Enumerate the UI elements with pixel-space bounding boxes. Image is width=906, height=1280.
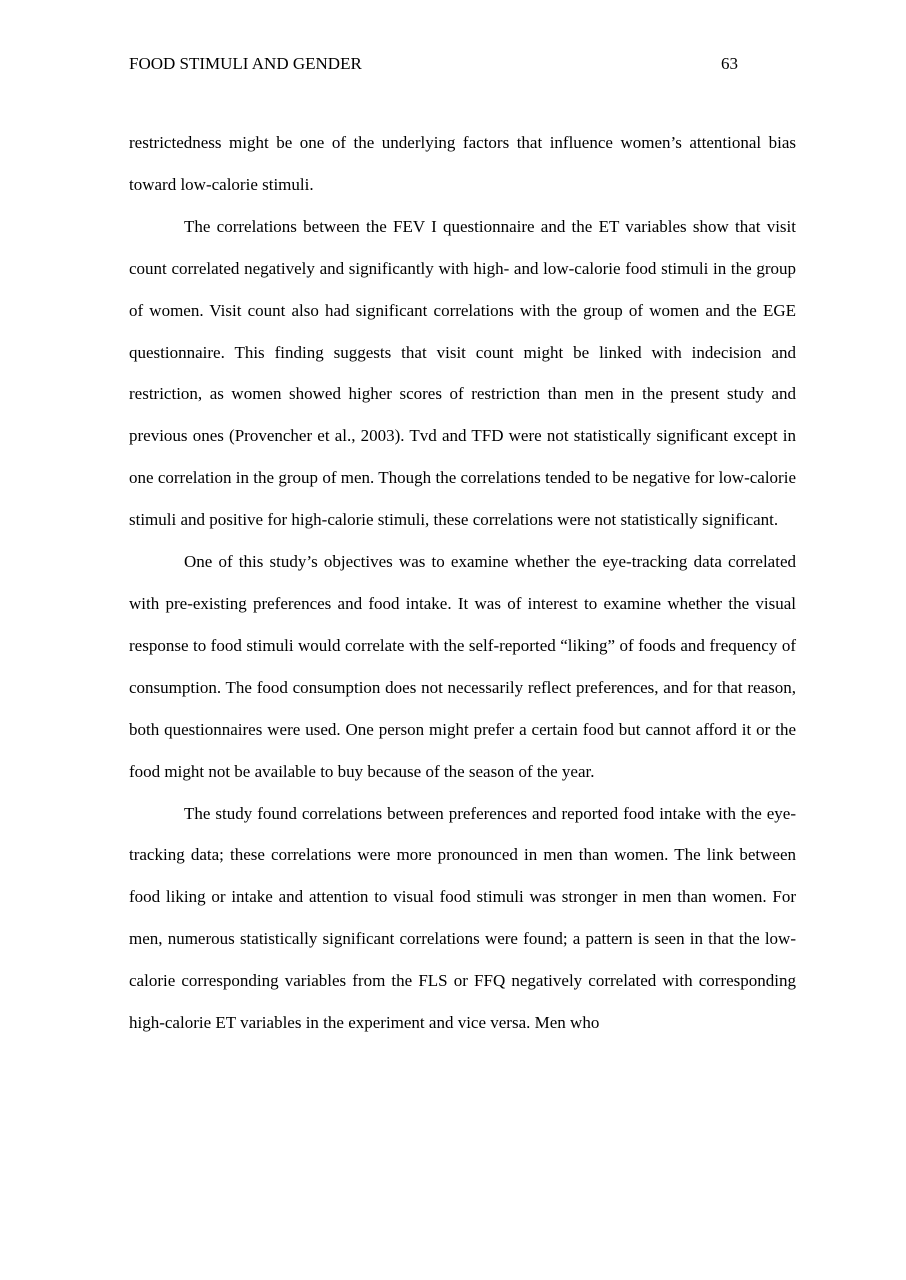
- page-number: 63: [721, 54, 738, 73]
- paragraph-fev-correlations: The correlations between the FEV I questionnaire and the ET variables show that visit count correlated negatively and significantly with high- and low-calorie food stimuli in the group of women. Visit count also had significant correlations with the group of women and the EGE questionnaire. This finding suggests that visit count might be linked with indecision and restriction, as women showed higher scores of restriction than men in the present study and previous ones (Provencher et al., 2003). Tvd and TFD were not statistically significant except in one correlation in the group of men. Though the correlations tended to be negative for low-calorie stimuli and positive for high-calorie stimuli, these correlations were not statistically significant.: [129, 216, 796, 530]
- paragraph-study-findings: The study found correlations between preferences and reported food intake with the eye-tracking data; these correlations were more pronounced in men than women. The link between food liking or intake and attention to visual food stimuli was stronger in men than women. For men, numerous statistically significant correlations were found; a pattern is seen in that the low-calorie corresponding variables from the FLS or FFQ negatively correlated with corresponding high-calorie ET variables in the experiment and vice versa. Men who: [129, 803, 796, 1033]
- body-text: [129, 122, 796, 1044]
- paragraph-study-objectives: One of this study’s objectives was to examine whether the eye-tracking data correlated with pre-existing preferences and food intake. It was of interest to examine whether the visual response to food stimuli would correlate with the self-reported “liking” of foods and frequency of consumption. The food consumption does not necessarily reflect preferences, and for that reason, both questionnaires were used. One person might prefer a certain food but cannot afford it or the food might not be available to buy because of the season of the year.: [129, 552, 796, 781]
- running-head: FOOD STIMULI AND GENDER: [129, 54, 362, 73]
- paragraph-continuation: restrictedness might be one of the underlying factors that influence women’s attentional bias toward low-calorie stimuli.: [129, 133, 796, 194]
